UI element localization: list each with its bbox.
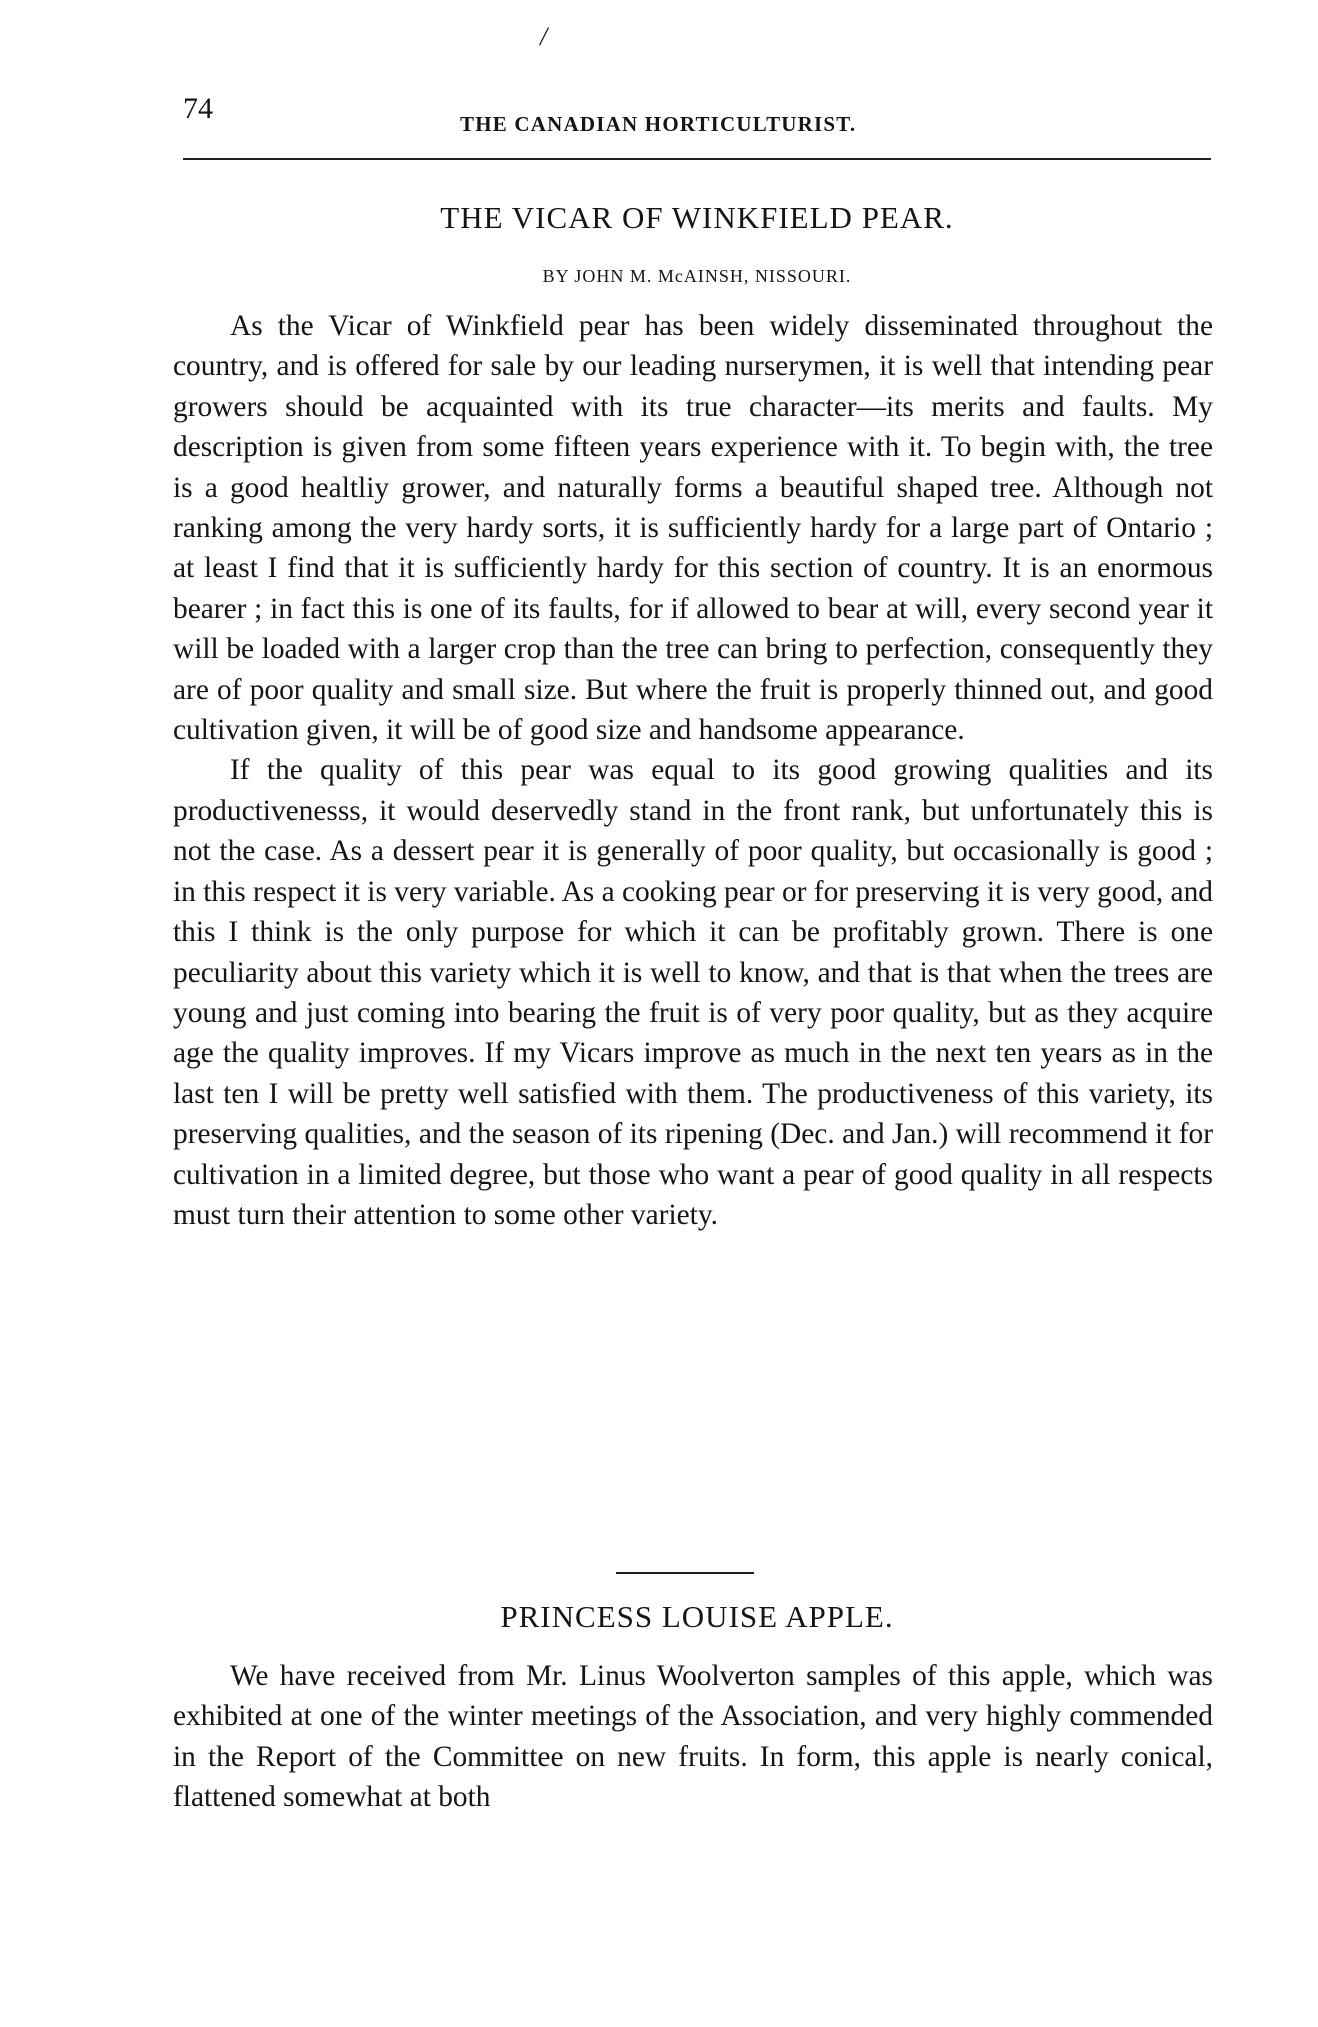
section-divider [616, 1572, 754, 1574]
paragraph: As the Vicar of Winkfield pear has been widely disseminated throughout the country, and is offered for sale by our leading nurserymen, it is well that intending pear growers should be acquainted with its true character—its merits and faults. My description is given from some fifteen years experience with it. To begin with, the tree is a good healtliy grower, and naturally forms a beautiful shaped tree. Although not ranking among the very hardy sorts, it is sufficiently hardy for a large part of Ontario ; at least I find that it is sufficiently hardy for this section of country. It is an enormous bearer ; in fact this is one of its faults, for if allowed to bear at will, every second year it will be loaded with a larger crop than the tree can bring to perfection, consequently they are of poor quality and small size. But where the fruit is properly thinned out, and good cultivation given, it will be of good size and handsome appearance. [173, 310, 1213, 747]
page-number: 74 [183, 92, 213, 125]
article-title-princess-louise-apple: PRINCESS LOUISE APPLE. [500, 1599, 894, 1634]
article-body-princess-louise-apple [173, 1656, 1213, 1818]
header-rule [183, 158, 1211, 160]
paragraph: We have received from Mr. Linus Woolverton samples of this apple, which was exhibited at one of the winter meetings of the Association, and very highly commended in the Report of the Committee on new fruits. In form, this apple is nearly conical, flattened somewhat at both [173, 1660, 1213, 1814]
running-title: THE CANADIAN HORTICULTURIST. [460, 112, 857, 136]
article-body-vicar-pear [173, 306, 1213, 1235]
article-title-vicar-pear: THE VICAR OF WINKFIELD PEAR. [440, 200, 954, 235]
paragraph: If the quality of this pear was equal to its good growing qualities and its productivenesss, it would deservedly stand in the front rank, but unfortunately this is not the case. As a dessert pear it is generally of poor quality, but occasionally is good ; in this respect it is very variable. As a cooking pear or for preserving it is very good, and this I think is the only purpose for which it can be profitably grown. There is one peculiarity about this variety which it is well to know, and that is that when the trees are young and just coming into bearing the fruit is of very poor quality, but as they acquire age the quality improves. If my Vicars improve as much in the next ten years as in the last ten I will be pretty well satisfied with them. The productiveness of this variety, its preserving qualities, and the season of its ripening (Dec. and Jan.) will recommend it for cultivation in a limited degree, but those who want a pear of good quality in all respects must turn their attention to some other variety. [173, 754, 1213, 1231]
pencil-mark: / [540, 22, 548, 51]
article-byline: BY JOHN M. McAINSH, NISSOURI. [542, 266, 852, 286]
